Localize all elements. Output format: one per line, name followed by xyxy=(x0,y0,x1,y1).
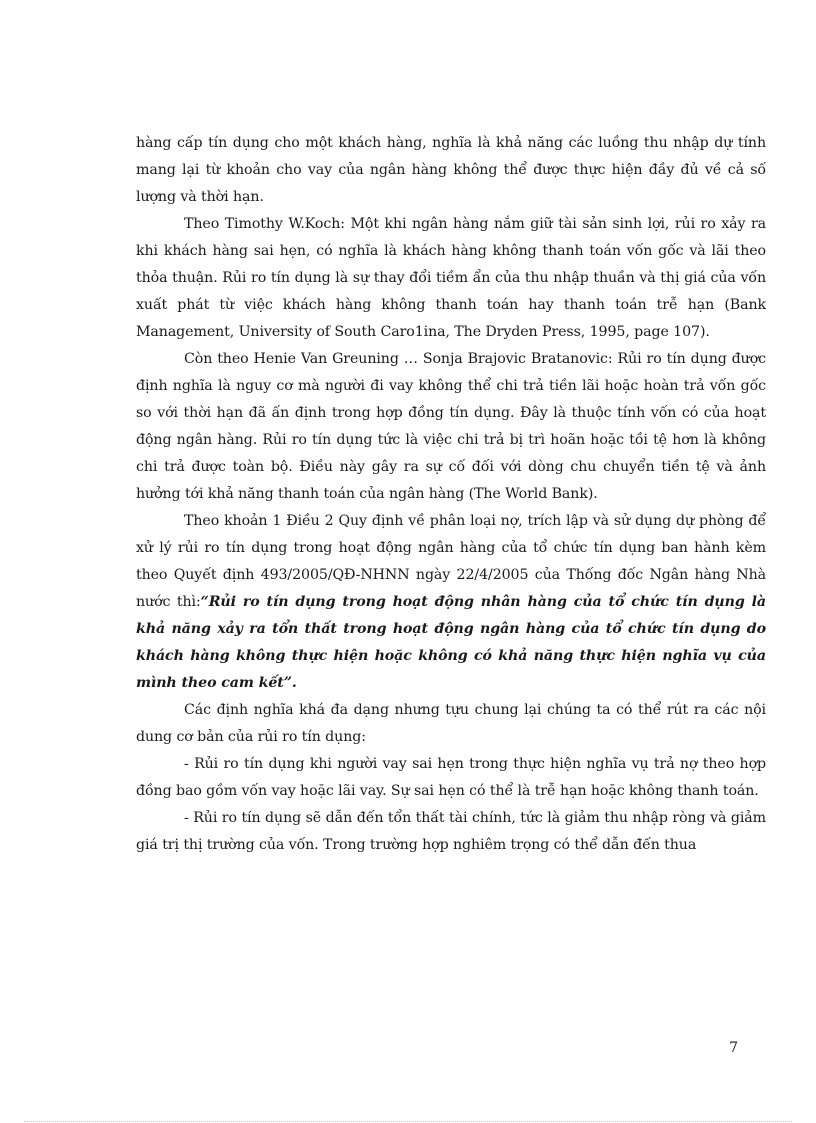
page-number: 7 xyxy=(729,1040,738,1056)
page-bottom-divider xyxy=(24,1121,792,1122)
paragraph-regulation-definition xyxy=(136,508,766,697)
page-body xyxy=(136,130,766,859)
paragraph-summary-intro: Các định nghĩa khá đa dạng nhưng tựu chung lại chúng ta có thể rút ra các nội dung cơ bản của rủi ro tín dụng: xyxy=(136,702,766,745)
regulation-quote: “Rủi ro tín dụng trong hoạt động nhân hàng của tổ chức tín dụng là khả năng xảy ra tổn thất trong hoạt động ngân hàng của tổ chức tín dụng do khách hàng không thực hiện hoặc không có khả năng thực hiện nghĩa vụ của mình theo cam kết”. xyxy=(136,594,767,691)
paragraph-greuning-definition: Còn theo Henie Van Greuning … Sonja Brajovic Bratanovic: Rủi ro tín dụng được định nghĩa là nguy cơ mà người đi vay không thể chi trả tiền lãi hoặc hoàn trả vốn gốc so với thời hạn đã ấn định trong hợp đồng tín dụng. Đây là thuộc tính vốn có của hoạt động ngân hàng. Rủi ro tín dụng tức là việc chi trả bị trì hoãn hoặc tồi tệ hơn là không chi trả được toàn bộ. Điều này gây ra sự cố đối với dòng chu chuyển tiền tệ và ảnh hưởng tới khả năng thanh toán của ngân hàng (The World Bank). xyxy=(136,351,766,502)
paragraph-continuation: hàng cấp tín dụng cho một khách hàng, nghĩa là khả năng các luồng thu nhập dự tính mang lại từ khoản cho vay của ngân hàng không thể được thực hiện đầy đủ về cả số lượng và thời hạn. xyxy=(136,135,766,205)
list-item-default: - Rủi ro tín dụng khi người vay sai hẹn trong thực hiện nghĩa vụ trả nợ theo hợp đồng bao gồm vốn vay hoặc lãi vay. Sự sai hẹn có thể là trễ hạn hoặc không thanh toán. xyxy=(136,756,766,799)
list-item-financial-loss: - Rủi ro tín dụng sẽ dẫn đến tổn thất tài chính, tức là giảm thu nhập ròng và giảm giá trị thị trường của vốn. Trong trường hợp nghiêm trọng có thể dẫn đến thua xyxy=(136,810,766,853)
paragraph-koch-definition: Theo Timothy W.Koch: Một khi ngân hàng nắm giữ tài sản sinh lợi, rủi ro xảy ra khi khách hàng sai hẹn, có nghĩa là khách hàng không thanh toán vốn gốc và lãi theo thỏa thuận. Rủi ro tín dụng là sự thay đổi tiềm ẩn của thu nhập thuần và thị giá của vốn xuất phát từ việc khách hàng không thanh toán hay thanh toán trễ hạn (Bank Management, University of South Caro1ina, The Dryden Press, 1995, page 107). xyxy=(136,216,766,340)
regulation-text: Theo khoản 1 Điều 2 Quy định về phân loại nợ, trích lập và sử dụng dự phòng để xử lý rủi ro tín dụng trong hoạt động ngân hàng của tổ chức tín dụng ban hành kèm theo Quyết định 493/2005/QĐ-NHNN ngày 22/4/2005 của Thống đốc Ngân hàng Nhà nước thì: xyxy=(136,513,766,610)
